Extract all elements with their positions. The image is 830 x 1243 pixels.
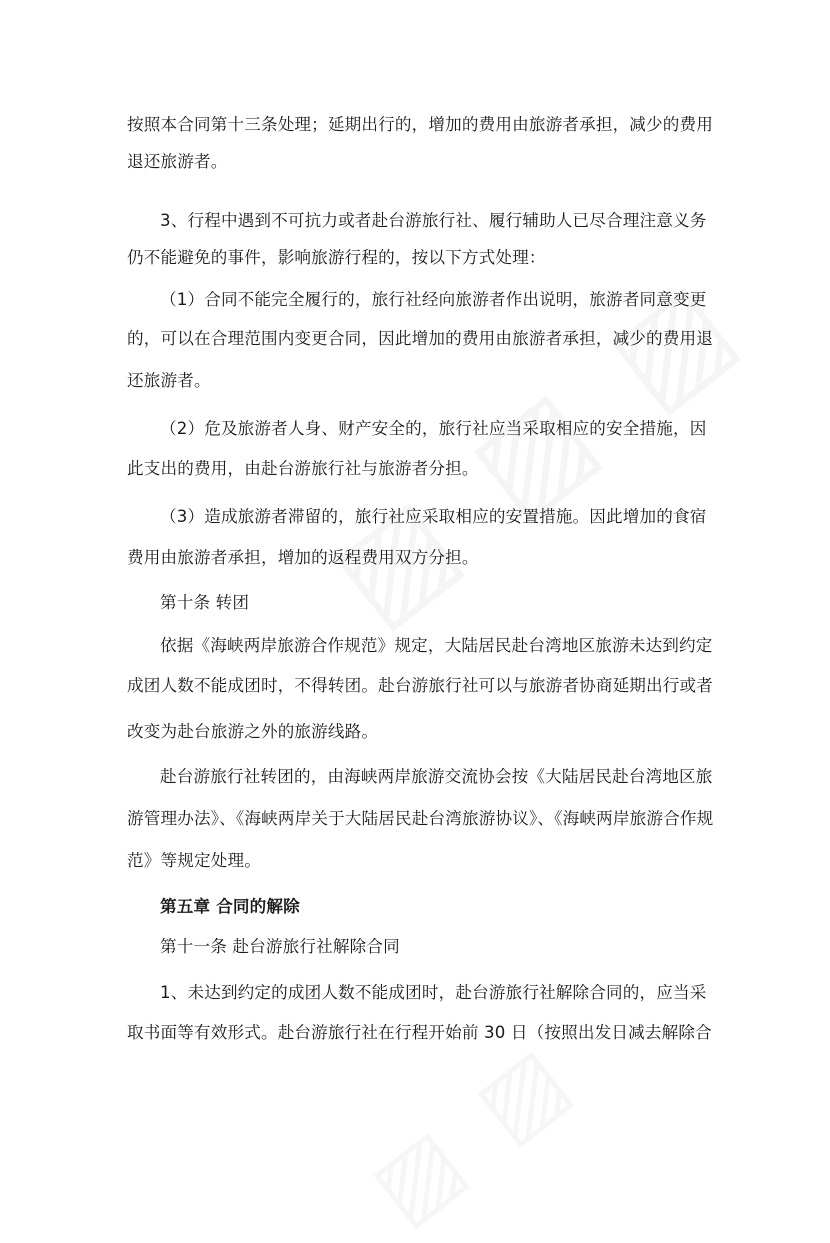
paragraph-line: 费用由旅游者承担，增加的返程费用双方分担。 xyxy=(127,548,479,567)
article-heading: 第十条 转团 xyxy=(160,593,250,612)
paragraph-line: 取书面等有效形式。赴台游旅行社在行程开始前 30 日（按照出发日减去解除合 xyxy=(127,1023,712,1042)
watermark xyxy=(352,1022,594,1243)
paragraph-line: （2）危及旅游者人身、财产安全的，旅行社应当采取相应的安全措施，因 xyxy=(160,419,707,438)
paragraph-line: 按照本合同第十三条处理；延期出行的，增加的费用由旅游者承担，减少的费用 xyxy=(127,115,714,134)
paragraph-line: 的，可以在合理范围内变更合同，因此增加的费用由旅游者承担，减少的费用退 xyxy=(127,329,714,348)
paragraph-line: 范》等规定处理。 xyxy=(127,851,261,870)
paragraph-line: 3、行程中遇到不可抗力或者赴台游旅行社、履行辅助人已尽合理注意义务 xyxy=(160,211,707,230)
paragraph-line: 此支出的费用，由赴台游旅行社与旅游者分担。 xyxy=(127,459,479,478)
paragraph-line: 1、未达到约定的成团人数不能成团时，赴台游旅行社解除合同的，应当采 xyxy=(160,983,707,1002)
article-heading: 第十一条 赴台游旅行社解除合同 xyxy=(160,937,400,956)
paragraph-line: 赴台游旅行社转团的，由海峡两岸旅游交流协会按《大陆居民赴台湾地区旅 xyxy=(160,767,713,786)
paragraph-line: 还旅游者。 xyxy=(127,371,211,390)
paragraph-line: 退还旅游者。 xyxy=(127,152,228,171)
chapter-heading: 第五章 合同的解除 xyxy=(160,897,300,916)
paragraph-line: （3）造成旅游者滞留的，旅行社应采取相应的安置措施。因此增加的食宿 xyxy=(160,507,707,526)
paragraph-line: 成团人数不能成团时，不得转团。赴台游旅行社可以与旅游者协商延期出行或者 xyxy=(127,676,714,695)
paragraph-line: 游管理办法》、《海峡两岸关于大陆居民赴台湾旅游协议》、《海峡两岸旅游合作规 xyxy=(127,809,714,828)
paragraph-line: 改变为赴台旅游之外的旅游线路。 xyxy=(127,722,379,741)
paragraph-line: 依据《海峡两岸旅游合作规范》规定，大陆居民赴台湾地区旅游未达到约定 xyxy=(160,636,713,655)
paragraph-line: （1）合同不能完全履行的，旅行社经向旅游者作出说明，旅游者同意变更 xyxy=(160,290,707,309)
paragraph-line: 仍不能避免的事件，影响旅游行程的，按以下方式处理： xyxy=(127,248,546,267)
